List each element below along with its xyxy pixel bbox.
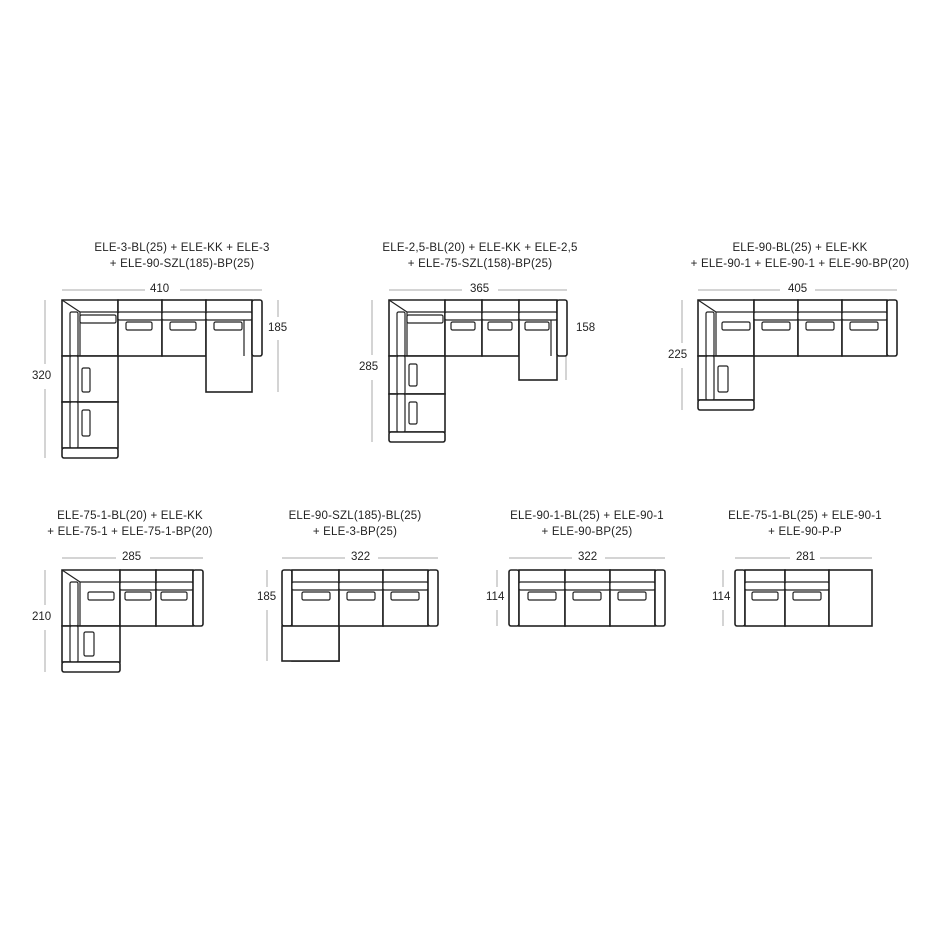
config-6-module-3-back — [610, 582, 655, 590]
config-3-armrest-right — [887, 300, 897, 356]
config-2-top-module-1-back — [445, 312, 482, 320]
config-1-left-module-1-cushion — [82, 368, 90, 392]
config-3-depth-left-label: 225 — [668, 349, 688, 361]
config-5-module-2-back — [339, 582, 383, 590]
config-6-module-2-cushion — [573, 592, 601, 600]
config-2-top-module-2-back — [482, 312, 519, 320]
config-3-top-module-1-back — [754, 312, 798, 320]
config-6-module-1-back — [519, 582, 565, 590]
config-2-armrest-bottom — [389, 432, 445, 442]
config-2-armrest-right — [557, 300, 567, 356]
config-4-diagram — [45, 558, 203, 672]
config-4-corner-seat-cushion — [88, 592, 114, 600]
config-7-module-1-back — [745, 582, 785, 590]
config-6-armrest-right — [655, 570, 665, 626]
config-2-depth-left-label: 285 — [359, 361, 379, 373]
config-5-depth-left-label: 185 — [257, 591, 277, 603]
config-5-armrest-left — [282, 570, 292, 626]
config-1-armrest-right — [252, 300, 262, 356]
config-3-top-module-1-cushion — [762, 322, 790, 330]
config-3-name-line1: ELE-90-BL(25) + ELE-KK — [732, 242, 868, 254]
config-3-armrest-bottom — [698, 400, 754, 410]
config-5-diagram — [267, 558, 438, 661]
config-7-module-2-back — [785, 582, 829, 590]
config-4-depth-left-label: 210 — [32, 611, 52, 623]
config-7-armrest-left — [735, 570, 745, 626]
config-3-diagram — [682, 290, 897, 410]
config-1-width-label: 410 — [150, 283, 170, 295]
config-6-module-1-cushion — [528, 592, 556, 600]
config-1-name-line2: + ELE-90-SZL(185)-BP(25) — [109, 258, 255, 270]
config-4-top-module-2-cushion — [161, 592, 187, 600]
config-3-top-module-3-back — [842, 312, 887, 320]
config-1-left-module-2-back — [70, 402, 78, 448]
config-6-armrest-left — [509, 570, 519, 626]
config-6-depth-left-label: 114 — [486, 591, 505, 603]
config-5-module-3-back — [383, 582, 428, 590]
config-2-name-line2: + ELE-75-SZL(158)-BP(25) — [407, 258, 553, 270]
config-1-depth-left-label: 320 — [32, 370, 52, 382]
config-6-diagram — [497, 558, 665, 626]
config-1-top-module-1-back — [118, 312, 162, 320]
config-7-width-label: 281 — [796, 551, 816, 563]
config-6-module-3-cushion — [618, 592, 646, 600]
config-4-top-module-1-cushion — [125, 592, 151, 600]
config-3-left-module-back — [706, 356, 714, 400]
config-1-chaise-cushion — [214, 322, 242, 330]
config-4-width-label: 285 — [122, 551, 142, 563]
config-1-chaise-back — [206, 312, 252, 320]
config-1-top-module-1-cushion — [126, 322, 152, 330]
config-4-corner-back-cushion — [70, 582, 78, 626]
config-4-name-line1: ELE-75-1-BL(20) + ELE-KK — [57, 510, 203, 522]
config-3-top-module-2-cushion — [806, 322, 834, 330]
config-1-left-module-1-back — [70, 356, 78, 402]
config-6-name-line1: ELE-90-1-BL(25) + ELE-90-1 — [510, 510, 664, 522]
config-1-top-module-2-cushion — [170, 322, 196, 330]
config-4-left-module-cushion — [84, 632, 94, 656]
config-3-corner-seat-cushion — [722, 322, 750, 330]
config-2-left-module-1-back — [397, 356, 405, 394]
config-1-armrest-bottom — [62, 448, 118, 458]
config-2-depth-right-label: 158 — [576, 322, 596, 334]
config-6-module-2-back — [565, 582, 610, 590]
config-2-left-module-2-back — [397, 394, 405, 432]
config-3-width-label: 405 — [788, 283, 808, 295]
config-2-width-label: 365 — [470, 283, 490, 295]
config-2-corner-back-cushion — [397, 312, 405, 356]
config-7-name-line1: ELE-75-1-BL(25) + ELE-90-1 — [728, 510, 882, 522]
config-1-left-module-2-cushion — [82, 410, 90, 436]
config-3-corner-back-cushion — [706, 312, 714, 356]
config-5-name-line2: + ELE-3-BP(25) — [312, 526, 398, 538]
config-5-width-label: 322 — [351, 551, 371, 563]
config-3-name-line2: + ELE-90-1 + ELE-90-1 + ELE-90-BP(20) — [690, 258, 910, 270]
config-1-diagram — [45, 290, 278, 458]
config-7-depth-left-label: 114 — [712, 591, 731, 603]
config-2-corner-seat-cushion — [407, 315, 443, 323]
config-6-name-line2: + ELE-90-BP(25) — [541, 526, 633, 538]
config-1-corner-seat-cushion — [80, 315, 116, 323]
config-2-top-module-2-cushion — [488, 322, 512, 330]
config-4-armrest-bottom — [62, 662, 120, 672]
config-2-chaise-back — [519, 312, 557, 320]
config-6-width-label: 322 — [578, 551, 598, 563]
config-5-chaise-extension — [282, 626, 339, 661]
config-1-name-line1: ELE-3-BL(25) + ELE-KK + ELE-3 — [94, 242, 270, 254]
config-1-depth-right-label: 185 — [268, 322, 288, 334]
config-7-pouf-module — [829, 570, 872, 626]
config-4-name-line2: + ELE-75-1 + ELE-75-1-BP(20) — [47, 526, 213, 538]
config-5-chaise-cushion — [302, 592, 330, 600]
config-2-left-module-1-cushion — [409, 364, 417, 386]
config-7-module-1-cushion — [752, 592, 778, 600]
config-5-armrest-right — [428, 570, 438, 626]
config-5-module-3-cushion — [391, 592, 419, 600]
config-5-name-line1: ELE-90-SZL(185)-BL(25) — [288, 510, 422, 522]
config-5-module-2-cushion — [347, 592, 375, 600]
config-3-left-module-cushion — [718, 366, 728, 392]
config-2-left-module-2-cushion — [409, 402, 417, 424]
config-2-diagram — [372, 290, 567, 442]
config-4-left-module-back — [70, 626, 78, 662]
config-7-module-2-cushion — [793, 592, 821, 600]
config-1-top-module-2-back — [162, 312, 206, 320]
config-7-name-line2: + ELE-90-P-P — [768, 526, 842, 538]
config-3-top-module-3-cushion — [850, 322, 878, 330]
config-4-armrest-right — [193, 570, 203, 626]
config-4-top-module-2-back — [156, 582, 193, 590]
config-2-name-line1: ELE-2,5-BL(20) + ELE-KK + ELE-2,5 — [382, 242, 578, 254]
config-2-top-module-1-cushion — [451, 322, 475, 330]
config-3-top-module-2-back — [798, 312, 842, 320]
config-5-chaise-back — [292, 582, 339, 590]
config-7-diagram — [723, 558, 872, 626]
config-2-chaise-cushion — [525, 322, 549, 330]
config-1-corner-back-cushion — [70, 312, 78, 356]
config-4-top-module-1-back — [120, 582, 156, 590]
